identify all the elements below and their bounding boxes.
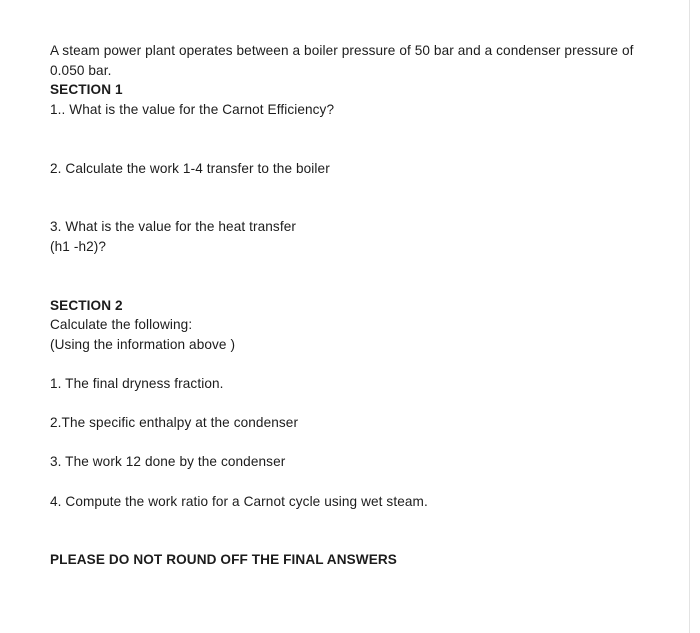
text-line: 2.The specific enthalpy at the condenser [50,415,299,431]
page-edge-divider [689,0,690,633]
blank-line [50,119,670,139]
text-line: 3. The work 12 done by the condenser [50,454,286,470]
blank-line [50,472,670,492]
text-line: (Using the information above ) [50,336,236,352]
text-line: 1. The final dryness fraction. [50,376,224,392]
blank-line [50,433,670,453]
text-line: A steam power plant operates between a boiler pressure of 50 bar and a condenser pressure of [50,43,634,58]
blank-line [50,531,670,551]
blank-line [50,355,670,375]
document-body [50,41,670,570]
text-line: 1.. What is the value for the Carnot Efficiency? [50,101,335,117]
blank-line [50,276,670,296]
text-line: SECTION 1 [50,82,123,98]
blank-line [50,257,670,277]
text-line: 0.050 bar. [50,62,112,78]
text-line: 4. Compute the work ratio for a Carnot cycle using wet steam. [50,493,428,509]
text-line: PLEASE DO NOT ROUND OFF THE FINAL ANSWERS [50,552,397,568]
text-line: 3. What is the value for the heat transfer [50,219,296,235]
text-line: SECTION 2 [50,297,123,313]
blank-line [50,178,670,198]
blank-line [50,511,670,531]
blank-line [50,198,670,218]
text-line: Calculate the following: [50,317,193,333]
text-line: (h1 -h2)? [50,238,107,254]
blank-line [50,139,670,159]
blank-line [50,394,670,414]
text-line: 2. Calculate the work 1-4 transfer to the boiler [50,160,330,176]
